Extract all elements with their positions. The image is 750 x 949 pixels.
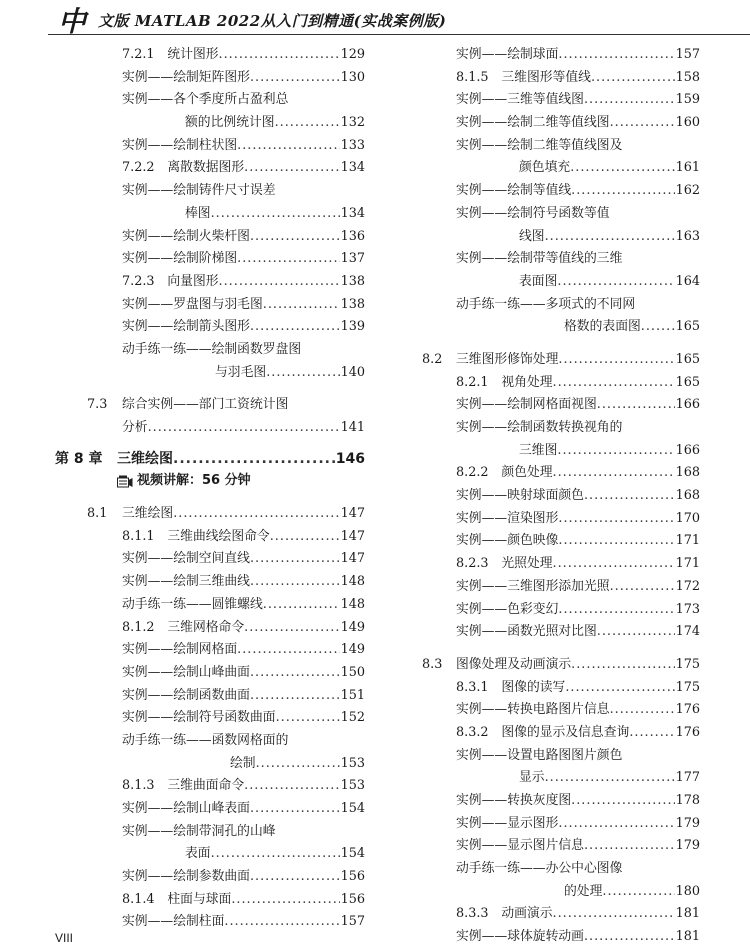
dot-leader xyxy=(571,790,674,813)
toc-page-number: 162 xyxy=(675,183,700,199)
toc-entry-title: 实例——函数光照对比图 xyxy=(456,624,597,640)
toc-entry-title: 实例——映射球面颜色 xyxy=(456,488,584,504)
toc-page-number: 156 xyxy=(340,891,365,907)
toc-entry-title: 动手练一练——办公中心图像 xyxy=(456,861,623,877)
toc-page-number: 161 xyxy=(675,160,700,176)
dot-leader xyxy=(263,294,340,317)
toc-entry xyxy=(422,553,700,576)
toc-entry xyxy=(422,485,700,508)
toc-entry-title: 实例——绘制矩阵图形 xyxy=(122,69,250,85)
toc-page-number: 176 xyxy=(675,724,700,740)
toc-entry xyxy=(55,843,365,866)
dot-leader xyxy=(641,316,675,339)
dot-leader xyxy=(557,271,674,294)
toc-entry xyxy=(422,599,700,622)
toc-entry-title: 实例——绘制带等值线的三维 xyxy=(456,251,623,267)
toc-entry xyxy=(422,722,700,745)
toc-entry xyxy=(422,576,700,599)
toc-entry-title: 实例——绘制带洞孔的山峰 xyxy=(122,823,276,839)
toc-entry xyxy=(422,858,700,881)
video-lecture-icon xyxy=(117,475,133,489)
toc-entry-title: 实例——绘制阶梯图 xyxy=(122,251,238,267)
dot-leader xyxy=(584,835,675,858)
toc-entry-title: 实例——绘制三维曲线 xyxy=(122,574,250,590)
toc-entry xyxy=(422,89,700,112)
toc-page-number: 134 xyxy=(340,160,365,176)
toc-entry-title: 实例——绘制山峰曲面 xyxy=(122,664,250,680)
toc-entry xyxy=(422,835,700,858)
toc-page-number: 154 xyxy=(340,801,365,816)
toc-entry xyxy=(422,621,700,644)
dot-leader xyxy=(173,448,335,471)
toc-entry xyxy=(55,662,365,685)
toc-entry xyxy=(55,448,365,471)
toc-entry-title: 实例——绘制火柴杆图 xyxy=(122,228,250,244)
toc-page-number: 140 xyxy=(340,364,365,380)
toc-entry-title: 实例——绘制铸件尺寸误差 xyxy=(122,183,276,199)
toc-page-number: 130 xyxy=(340,69,365,85)
toc-page-number: 165 xyxy=(675,351,700,367)
toc-entry-title: 实例——绘制参数曲面 xyxy=(122,869,250,885)
dot-leader xyxy=(570,157,674,180)
toc-entry xyxy=(422,881,700,904)
dot-leader xyxy=(250,662,340,685)
toc-page-number: 178 xyxy=(675,793,700,808)
toc-entry xyxy=(55,89,365,112)
dot-leader xyxy=(219,44,340,67)
toc-entry xyxy=(55,639,365,662)
toc-page-number: 132 xyxy=(340,115,365,131)
toc-entry xyxy=(55,821,365,844)
dot-leader xyxy=(244,157,339,180)
toc-entry-title: 实例——色彩变幻 xyxy=(456,601,559,617)
toc-entry xyxy=(55,707,365,730)
toc-entry xyxy=(55,157,365,180)
dot-leader xyxy=(571,654,674,677)
dot-leader xyxy=(553,903,675,926)
toc-page-number: 153 xyxy=(340,755,365,771)
header-lead-char: 中 xyxy=(58,5,87,38)
toc-entry-title: 表面图 xyxy=(519,273,558,289)
toc-entry xyxy=(422,677,700,700)
toc-entry xyxy=(55,394,365,417)
toc-entry xyxy=(422,462,700,485)
toc-left-column xyxy=(55,44,365,934)
toc-entry-title: 实例——渲染图形 xyxy=(456,510,559,526)
toc-entry-title: 实例——绘制柱状图 xyxy=(122,137,238,153)
toc-page-number: 168 xyxy=(675,488,700,504)
toc-page-number: 165 xyxy=(675,374,700,390)
toc-page-number: 129 xyxy=(340,47,365,62)
toc-entry xyxy=(422,745,700,768)
toc-entry-title: 7.2.2 离散数据图形 xyxy=(122,160,245,176)
toc-page-number: 147 xyxy=(340,506,365,522)
toc-page-number: 138 xyxy=(340,296,365,312)
running-header xyxy=(48,4,748,38)
toc-entry xyxy=(55,316,365,339)
toc-entry-title: 三维绘图 xyxy=(122,506,174,522)
dot-leader xyxy=(558,530,674,553)
toc-entry xyxy=(55,180,365,203)
toc-entry-title: 实例——转换电路图片信息 xyxy=(456,702,610,718)
header-title: 文版 MATLAB 2022从入门到精通(实战案例版) xyxy=(98,12,447,30)
toc-section-number: 7.3 xyxy=(87,397,108,413)
toc-entry-title: 实例——绘制球面 xyxy=(456,47,559,62)
toc-page-number: 137 xyxy=(340,251,365,267)
toc-page-number: 177 xyxy=(675,770,700,786)
dot-leader xyxy=(237,639,339,662)
toc-entry xyxy=(55,798,365,821)
dot-leader xyxy=(553,462,675,485)
toc-entry xyxy=(55,571,365,594)
toc-entry xyxy=(55,911,365,934)
dot-leader xyxy=(610,112,675,135)
toc-entry-title: 三维图形修饰处理 xyxy=(456,351,559,367)
toc-entry xyxy=(422,394,700,417)
toc-entry-title: 实例——三维等值线图 xyxy=(456,92,584,108)
toc-entry-title: 实例——绘制山峰表面 xyxy=(122,801,250,816)
toc-entry xyxy=(55,417,365,440)
dot-leader xyxy=(545,767,675,790)
toc-entry xyxy=(422,44,700,67)
toc-entry xyxy=(422,530,700,553)
toc-entry xyxy=(55,362,365,385)
toc-page-number: 147 xyxy=(340,528,365,544)
toc-page-number: 174 xyxy=(675,624,700,640)
toc-page-number: 164 xyxy=(675,273,700,289)
toc-entry xyxy=(422,349,700,372)
toc-entry-title: 实例——绘制二维等值线图 xyxy=(456,115,610,131)
toc-entry xyxy=(422,180,700,203)
toc-entry-title: 分析 xyxy=(122,420,148,435)
dot-leader xyxy=(270,526,340,549)
dot-leader xyxy=(558,44,674,67)
dot-leader xyxy=(597,621,675,644)
toc-section-number: 8.2 xyxy=(422,351,443,367)
dot-leader xyxy=(173,503,339,526)
toc-entry-title: 绘制 xyxy=(230,755,256,771)
toc-page-number: 141 xyxy=(340,420,365,435)
toc-entry xyxy=(422,813,700,836)
toc-entry-title: 7.2.3 向量图形 xyxy=(122,273,219,289)
toc-entry-title: 实例——球体旋转动画 xyxy=(456,929,584,945)
dot-leader xyxy=(629,722,674,745)
toc-entry-title: 8.1.1 三维曲线绘图命令 xyxy=(122,528,270,544)
toc-entry-title: 视频讲解：56 分钟 xyxy=(137,473,251,489)
toc-entry xyxy=(422,767,700,790)
toc-entry xyxy=(55,503,365,526)
dot-leader xyxy=(571,180,674,203)
toc-page-number: 163 xyxy=(675,228,700,244)
toc-page-number: 165 xyxy=(675,319,700,335)
toc-entry xyxy=(422,67,700,90)
toc-entry-title: 实例——绘制函数转换视角的 xyxy=(456,420,623,435)
toc-page-number: 173 xyxy=(675,601,700,617)
dot-leader xyxy=(250,798,340,821)
toc-entry-title: 8.2.2 颜色处理 xyxy=(456,465,553,481)
toc-entry-title: 三维绘图 xyxy=(117,450,173,467)
toc-entry-title: 实例——绘制符号函数等值 xyxy=(456,205,610,221)
toc-entry xyxy=(422,135,700,158)
dot-leader xyxy=(237,248,339,271)
toc-entry xyxy=(422,790,700,813)
toc-entry xyxy=(422,440,700,463)
dot-leader xyxy=(584,89,675,112)
toc-entry xyxy=(422,157,700,180)
dot-leader xyxy=(244,617,339,640)
toc-entry-title: 8.3.2 图像的显示及信息查询 xyxy=(456,724,630,740)
toc-entry-title: 显示 xyxy=(519,770,545,786)
dot-leader xyxy=(553,372,675,395)
dot-leader xyxy=(250,67,340,90)
toc-entry-title: 实例——绘制空间直线 xyxy=(122,551,250,567)
toc-entry-title: 实例——绘制箭头图形 xyxy=(122,319,250,335)
dot-leader xyxy=(250,866,340,889)
toc-entry-title: 动手练一练——圆锥螺线 xyxy=(122,596,263,612)
toc-entry xyxy=(55,753,365,776)
toc-entry xyxy=(55,730,365,753)
toc-page-number: 181 xyxy=(675,906,700,922)
dot-leader xyxy=(219,271,340,294)
toc-page-number: 150 xyxy=(340,664,365,680)
toc-entry xyxy=(422,903,700,926)
toc-entry-title: 8.3.1 图像的读写 xyxy=(456,679,566,695)
toc-page-number: 157 xyxy=(340,914,365,930)
toc-entry xyxy=(422,203,700,226)
dot-leader xyxy=(250,226,340,249)
toc-entry xyxy=(55,889,365,912)
toc-entry-title: 7.2.1 统计图形 xyxy=(122,47,219,62)
toc-page-number: 159 xyxy=(675,92,700,108)
toc-entry xyxy=(55,248,365,271)
toc-entry-title: 实例——转换灰度图 xyxy=(456,793,572,808)
toc-entry-title: 实例——罗盘图与羽毛图 xyxy=(122,296,263,312)
toc-page-number: 176 xyxy=(675,702,700,718)
toc-page-number: 171 xyxy=(675,533,700,549)
toc-entry xyxy=(55,67,365,90)
toc-page-number: 148 xyxy=(340,574,365,590)
dot-leader xyxy=(558,508,674,531)
dot-leader xyxy=(256,753,340,776)
toc-page-number: 134 xyxy=(340,205,365,221)
toc-entry xyxy=(422,112,700,135)
toc-entry-title: 8.2.1 视角处理 xyxy=(456,374,553,390)
toc-entry-title: 动手练一练——函数网格面的 xyxy=(122,732,289,748)
toc-entry-title: 实例——显示图形 xyxy=(456,815,559,831)
dot-leader xyxy=(211,843,340,866)
toc-entry xyxy=(422,417,700,440)
toc-entry xyxy=(422,226,700,249)
toc-page-number: 179 xyxy=(675,838,700,854)
toc-entry xyxy=(422,699,700,722)
page-number: VIII xyxy=(55,931,74,945)
toc-entry xyxy=(55,203,365,226)
toc-entry-title: 实例——设置电路图图片颜色 xyxy=(456,747,623,763)
toc-page-number: 136 xyxy=(340,228,365,244)
toc-page-number: 149 xyxy=(340,642,365,658)
toc-entry xyxy=(55,548,365,571)
toc-page-number: 180 xyxy=(675,883,700,899)
toc-entry xyxy=(55,775,365,798)
toc-entry-title: 三维图 xyxy=(519,442,558,458)
toc-page-number: 179 xyxy=(675,815,700,831)
dot-leader xyxy=(211,203,340,226)
toc-entry-title: 颜色填充 xyxy=(519,160,571,176)
toc-entry xyxy=(422,294,700,317)
dot-leader xyxy=(558,349,674,372)
dot-leader xyxy=(237,135,339,158)
toc-entry xyxy=(422,271,700,294)
dot-leader xyxy=(250,685,340,708)
toc-entry xyxy=(55,135,365,158)
toc-page-number: 146 xyxy=(335,450,365,467)
toc-page-number: 181 xyxy=(675,929,700,945)
toc-entry-title: 实例——绘制函数曲面 xyxy=(122,687,250,703)
toc-page-number: 139 xyxy=(340,319,365,335)
toc-page-number: 156 xyxy=(340,869,365,885)
toc-entry xyxy=(422,654,700,677)
toc-section-number: 第 8 章 xyxy=(55,450,103,467)
dot-leader xyxy=(610,576,675,599)
toc-page-number: 172 xyxy=(675,578,700,594)
toc-entry xyxy=(55,226,365,249)
toc-entry-title: 实例——绘制二维等值线图及 xyxy=(456,137,623,153)
toc-entry-title: 图像处理及动画演示 xyxy=(456,656,572,672)
toc-page-number: 138 xyxy=(340,273,365,289)
dot-leader xyxy=(558,599,674,622)
toc-page-number: 166 xyxy=(675,397,700,413)
toc-section-number: 8.1 xyxy=(87,506,108,522)
toc-entry-title: 动手练一练——多项式的不同网 xyxy=(456,296,636,312)
toc-entry-title: 与羽毛图 xyxy=(215,364,267,380)
toc-page-number: 166 xyxy=(675,442,700,458)
dot-leader xyxy=(148,417,340,440)
dot-leader xyxy=(250,548,340,571)
toc-page-number: 175 xyxy=(675,656,700,672)
dot-leader xyxy=(553,553,675,576)
toc-page-number: 175 xyxy=(675,679,700,695)
toc-entry-title: 8.1.2 三维网格命令 xyxy=(122,619,245,635)
toc-entry xyxy=(55,112,365,135)
dot-leader xyxy=(224,911,339,934)
toc-entry-title: 棒图 xyxy=(185,205,211,221)
toc-page-number: 133 xyxy=(340,137,365,153)
toc-page-number: 153 xyxy=(340,778,365,794)
toc-entry xyxy=(55,271,365,294)
toc-entry xyxy=(55,617,365,640)
toc-entry xyxy=(422,316,700,339)
toc-page-number: 147 xyxy=(340,551,365,567)
dot-leader xyxy=(610,699,675,722)
header-rule xyxy=(48,34,750,35)
toc-entry xyxy=(55,594,365,617)
toc-right-column xyxy=(422,44,700,949)
toc-entry-title: 实例——绘制符号函数曲面 xyxy=(122,710,276,726)
toc-entry-title: 实例——绘制等值线 xyxy=(456,183,572,199)
toc-entry-title: 综合实例——部门工资统计图 xyxy=(122,397,289,413)
toc-entry xyxy=(55,294,365,317)
dot-leader xyxy=(591,67,675,90)
toc-page-number: 152 xyxy=(340,710,365,726)
toc-section-number: 8.3 xyxy=(422,656,443,672)
toc-entry-title: 的处理 xyxy=(564,883,603,899)
dot-leader xyxy=(275,112,340,135)
toc-page-number: 160 xyxy=(675,115,700,131)
toc-entry xyxy=(422,248,700,271)
toc-entry-title: 实例——绘制柱面 xyxy=(122,914,225,930)
toc-page-number: 149 xyxy=(340,619,365,635)
toc-entry xyxy=(422,926,700,949)
toc-entry-title: 动手练一练——绘制函数罗盘图 xyxy=(122,341,302,357)
dot-leader xyxy=(250,571,340,594)
toc-entry-title: 表面 xyxy=(185,846,211,862)
toc-entry-title: 线图 xyxy=(519,228,545,244)
toc-page-number: 170 xyxy=(675,510,700,526)
dot-leader xyxy=(557,440,674,463)
toc-entry xyxy=(55,526,365,549)
toc-entry-title: 额的比例统计图 xyxy=(185,115,275,131)
dot-leader xyxy=(602,881,674,904)
toc-page-number: 157 xyxy=(675,47,700,62)
dot-leader xyxy=(231,889,339,912)
toc-page-number: 158 xyxy=(675,69,700,85)
toc-entry xyxy=(55,44,365,67)
toc-entry-title: 8.1.4 柱面与球面 xyxy=(122,891,232,907)
dot-leader xyxy=(266,362,339,385)
dot-leader xyxy=(558,813,674,836)
toc-page-number: 154 xyxy=(340,846,365,862)
dot-leader xyxy=(584,926,675,949)
dot-leader xyxy=(244,775,339,798)
toc-entry xyxy=(422,372,700,395)
toc-entry-title: 8.3.3 动画演示 xyxy=(456,906,553,922)
dot-leader xyxy=(545,226,675,249)
toc-entry-title: 8.1.3 三维曲面命令 xyxy=(122,778,245,794)
toc-entry-title: 实例——颜色映像 xyxy=(456,533,559,549)
toc-entry-title: 实例——三维图形添加光照 xyxy=(456,578,610,594)
toc-entry xyxy=(422,508,700,531)
dot-leader xyxy=(597,394,675,417)
toc-entry-title: 8.2.3 光照处理 xyxy=(456,556,553,572)
dot-leader xyxy=(276,707,340,730)
toc-page-number: 151 xyxy=(340,687,365,703)
dot-leader xyxy=(565,677,674,700)
dot-leader xyxy=(263,594,340,617)
toc-entry xyxy=(55,339,365,362)
toc-entry-title: 格数的表面图 xyxy=(564,319,641,335)
toc-entry-title: 实例——各个季度所占盈利总 xyxy=(122,92,289,108)
toc-entry-title: 实例——绘制网格面视图 xyxy=(456,397,597,413)
toc-page-number: 148 xyxy=(340,596,365,612)
toc-entry xyxy=(55,685,365,708)
dot-leader xyxy=(584,485,675,508)
toc-entry-title: 实例——绘制网格面 xyxy=(122,642,238,658)
dot-leader xyxy=(250,316,340,339)
toc-entry xyxy=(55,470,365,493)
toc-entry xyxy=(55,866,365,889)
toc-entry-title: 8.1.5 三维图形等值线 xyxy=(456,69,591,85)
toc-entry-title: 实例——显示图片信息 xyxy=(456,838,584,854)
toc-page-number: 168 xyxy=(675,465,700,481)
toc-page-number: 171 xyxy=(675,556,700,572)
